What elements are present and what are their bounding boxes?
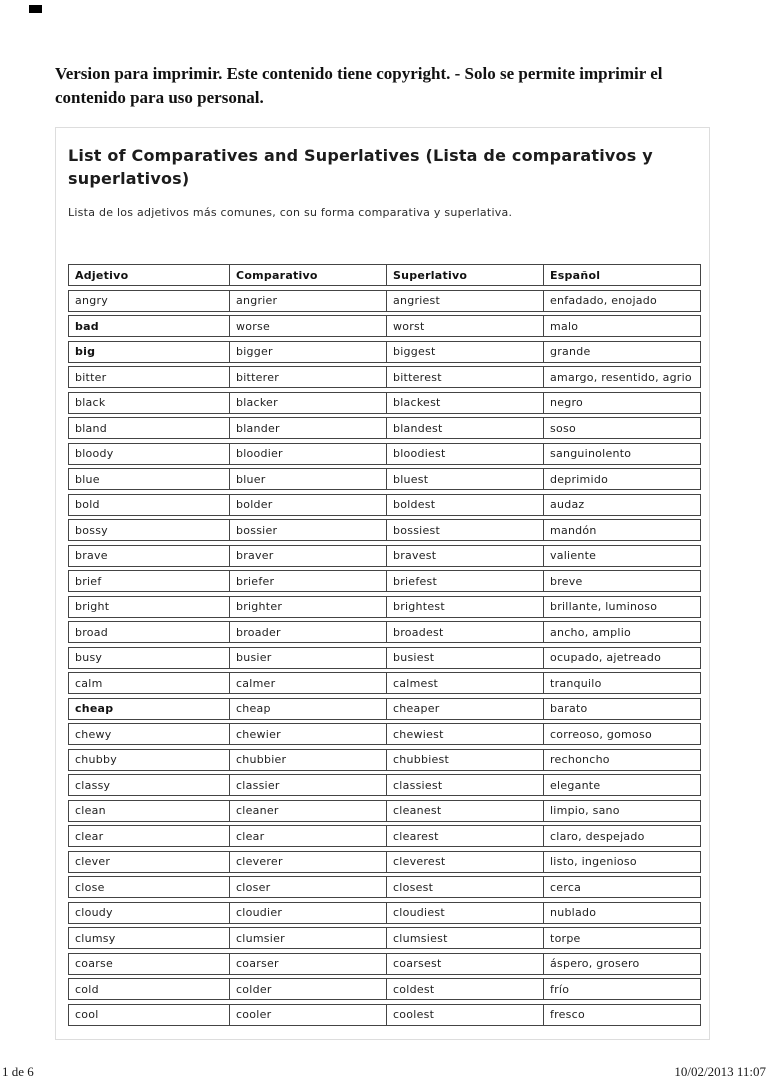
table-cell-espanol: ancho, amplio (543, 622, 700, 642)
table-cell-comparativo: bluer (229, 469, 386, 489)
table-row (68, 443, 701, 465)
table-cell-espanol: brillante, luminoso (543, 597, 700, 617)
table-cell-espanol: soso (543, 418, 700, 438)
table-cell-superlativo: broadest (386, 622, 543, 642)
table-cell-espanol: amargo, resentido, agrio (543, 367, 700, 387)
table-cell-comparativo: coarser (229, 954, 386, 974)
table-cell-superlativo: brightest (386, 597, 543, 617)
table-cell-superlativo: bravest (386, 546, 543, 566)
table-cell-comparativo: calmer (229, 673, 386, 693)
table-cell-adjetivo: broad (75, 625, 108, 639)
table-cell-comparativo: cleaner (229, 801, 386, 821)
table-cell-comparativo: bitterer (229, 367, 386, 387)
table-cell-adjetivo: brief (75, 574, 102, 588)
table-cell-superlativo: cleanest (386, 801, 543, 821)
table-cell-adjetivo: coarse (75, 957, 114, 971)
table-cell-superlativo: bitterest (386, 367, 543, 387)
table-cell-comparativo: bossier (229, 520, 386, 540)
page-title: List of Comparatives and Superlatives (Lista de comparativos y superlativos) (68, 146, 653, 189)
table-cell-espanol: limpio, sano (543, 801, 700, 821)
table-cell-superlativo: boldest (386, 495, 543, 515)
table-row (68, 876, 701, 898)
table-cell-superlativo: cloudiest (386, 903, 543, 923)
table-cell-adjetivo: cool (75, 1008, 99, 1022)
table-cell-comparativo: cheap (229, 699, 386, 719)
table-cell-espanol: fresco (543, 1005, 700, 1025)
table-row (68, 774, 701, 796)
table-cell-espanol: grande (543, 342, 700, 362)
table-cell-superlativo: blandest (386, 418, 543, 438)
page-corner-mark (29, 5, 42, 13)
table-row (68, 953, 701, 975)
table-cell-superlativo: coarsest (386, 954, 543, 974)
table-cell-superlativo: bloodiest (386, 444, 543, 464)
table-cell-comparativo: broader (229, 622, 386, 642)
column-header-espanol: Español (543, 265, 700, 285)
table-cell-espanol: sanguinolento (543, 444, 700, 464)
table-cell-adjetivo: black (75, 396, 106, 410)
table-row (68, 698, 701, 720)
footer-timestamp: 10/02/2013 11:07 (674, 1064, 766, 1079)
table-cell-espanol: cerca (543, 877, 700, 897)
table-cell-adjetivo: cold (75, 982, 99, 996)
table-cell-espanol: deprimido (543, 469, 700, 489)
table-row (68, 902, 701, 924)
table-cell-comparativo: cleverer (229, 852, 386, 872)
table-cell-espanol: barato (543, 699, 700, 719)
content-box (55, 127, 710, 1040)
table-cell-adjetivo: close (75, 880, 105, 894)
table-row (68, 723, 701, 745)
table-cell-adjetivo: clumsy (75, 931, 116, 945)
table-cell-comparativo: busier (229, 648, 386, 668)
table-cell-espanol: mandón (543, 520, 700, 540)
table-cell-comparativo: briefer (229, 571, 386, 591)
table-cell-comparativo: cooler (229, 1005, 386, 1025)
table-cell-comparativo: chubbier (229, 750, 386, 770)
table-body (68, 290, 701, 1026)
table-cell-espanol: ocupado, ajetreado (543, 648, 700, 668)
table-row (68, 468, 701, 490)
table-cell-superlativo: worst (386, 316, 543, 336)
table-row (68, 417, 701, 439)
page-subtitle: Lista de los adjetivos más comunes, con su forma comparativa y superlativa. (68, 206, 513, 220)
table-cell-adjetivo: bright (75, 600, 110, 614)
table-row (68, 800, 701, 822)
column-header-superlativo: Superlativo (386, 265, 543, 285)
table-cell-adjetivo: cloudy (75, 906, 113, 920)
table-cell-superlativo: closest (386, 877, 543, 897)
copyright-notice: Version para imprimir. Este contenido tiene copyright. - Solo se permite imprimir el contenido para uso personal. (55, 64, 663, 107)
table-cell-comparativo: bolder (229, 495, 386, 515)
table-cell-espanol: valiente (543, 546, 700, 566)
table-cell-adjetivo: bold (75, 498, 100, 512)
table-row (68, 647, 701, 669)
table-cell-superlativo: briefest (386, 571, 543, 591)
table-cell-espanol: elegante (543, 775, 700, 795)
table-cell-superlativo: cheaper (386, 699, 543, 719)
table-cell-adjetivo: calm (75, 676, 103, 690)
comparatives-table (68, 264, 701, 1026)
table-cell-adjetivo: clear (75, 829, 104, 843)
table-cell-comparativo: classier (229, 775, 386, 795)
table-cell-superlativo: calmest (386, 673, 543, 693)
table-row (68, 570, 701, 592)
table-row (68, 545, 701, 567)
table-cell-superlativo: cleverest (386, 852, 543, 872)
table-row (68, 392, 701, 414)
table-cell-comparativo: chewier (229, 724, 386, 744)
table-cell-adjetivo: cheap (75, 702, 114, 716)
table-cell-superlativo: angriest (386, 291, 543, 311)
table-cell-adjetivo: classy (75, 778, 111, 792)
table-cell-adjetivo: brave (75, 549, 108, 563)
table-cell-espanol: breve (543, 571, 700, 591)
table-cell-adjetivo: bitter (75, 370, 107, 384)
table-row (68, 621, 701, 643)
table-cell-adjetivo: angry (75, 294, 108, 308)
table-cell-superlativo: bluest (386, 469, 543, 489)
table-cell-adjetivo: blue (75, 472, 100, 486)
table-row (68, 672, 701, 694)
table-cell-adjetivo: bland (75, 421, 107, 435)
table-row (68, 825, 701, 847)
table-cell-comparativo: worse (229, 316, 386, 336)
table-cell-comparativo: braver (229, 546, 386, 566)
table-cell-superlativo: blackest (386, 393, 543, 413)
table-cell-espanol: enfadado, enojado (543, 291, 700, 311)
table-row (68, 749, 701, 771)
table-row (68, 851, 701, 873)
table-row (68, 494, 701, 516)
table-cell-espanol: áspero, grosero (543, 954, 700, 974)
table-cell-comparativo: blacker (229, 393, 386, 413)
table-cell-espanol: correoso, gomoso (543, 724, 700, 744)
table-cell-espanol: malo (543, 316, 700, 336)
table-row (68, 290, 701, 312)
table-cell-superlativo: busiest (386, 648, 543, 668)
table-cell-comparativo: clumsier (229, 928, 386, 948)
table-cell-comparativo: brighter (229, 597, 386, 617)
table-cell-comparativo: angrier (229, 291, 386, 311)
table-cell-comparativo: closer (229, 877, 386, 897)
table-cell-comparativo: bigger (229, 342, 386, 362)
table-cell-espanol: negro (543, 393, 700, 413)
table-cell-adjetivo: chewy (75, 727, 112, 741)
table-cell-comparativo: cloudier (229, 903, 386, 923)
table-cell-superlativo: clearest (386, 826, 543, 846)
table-cell-espanol: torpe (543, 928, 700, 948)
table-cell-espanol: frío (543, 979, 700, 999)
table-row (68, 1004, 701, 1026)
footer-page-number: 1 de 6 (2, 1064, 34, 1079)
table-header-row (68, 264, 701, 286)
table-cell-espanol: rechoncho (543, 750, 700, 770)
table-row (68, 341, 701, 363)
table-cell-espanol: listo, ingenioso (543, 852, 700, 872)
table-row (68, 519, 701, 541)
table-cell-superlativo: clumsiest (386, 928, 543, 948)
table-cell-superlativo: coldest (386, 979, 543, 999)
table-cell-comparativo: bloodier (229, 444, 386, 464)
table-cell-comparativo: clear (229, 826, 386, 846)
table-cell-espanol: claro, despejado (543, 826, 700, 846)
column-header-adjetivo: Adjetivo (75, 268, 129, 282)
table-cell-superlativo: chewiest (386, 724, 543, 744)
table-row (68, 978, 701, 1000)
table-cell-adjetivo: bloody (75, 447, 114, 461)
table-row (68, 596, 701, 618)
table-cell-superlativo: bossiest (386, 520, 543, 540)
column-header-comparativo: Comparativo (229, 265, 386, 285)
table-cell-adjetivo: bad (75, 319, 99, 333)
table-row (68, 315, 701, 337)
table-cell-comparativo: blander (229, 418, 386, 438)
table-cell-espanol: audaz (543, 495, 700, 515)
table-cell-adjetivo: big (75, 345, 96, 359)
table-row (68, 927, 701, 949)
table-cell-superlativo: chubbiest (386, 750, 543, 770)
table-cell-superlativo: classiest (386, 775, 543, 795)
table-cell-superlativo: coolest (386, 1005, 543, 1025)
table-cell-espanol: tranquilo (543, 673, 700, 693)
table-cell-espanol: nublado (543, 903, 700, 923)
table-cell-adjetivo: clean (75, 804, 106, 818)
table-cell-adjetivo: chubby (75, 753, 117, 767)
table-cell-adjetivo: bossy (75, 523, 108, 537)
table-cell-superlativo: biggest (386, 342, 543, 362)
table-cell-adjetivo: clever (75, 855, 111, 869)
table-cell-comparativo: colder (229, 979, 386, 999)
table-cell-adjetivo: busy (75, 651, 103, 665)
table-row (68, 366, 701, 388)
